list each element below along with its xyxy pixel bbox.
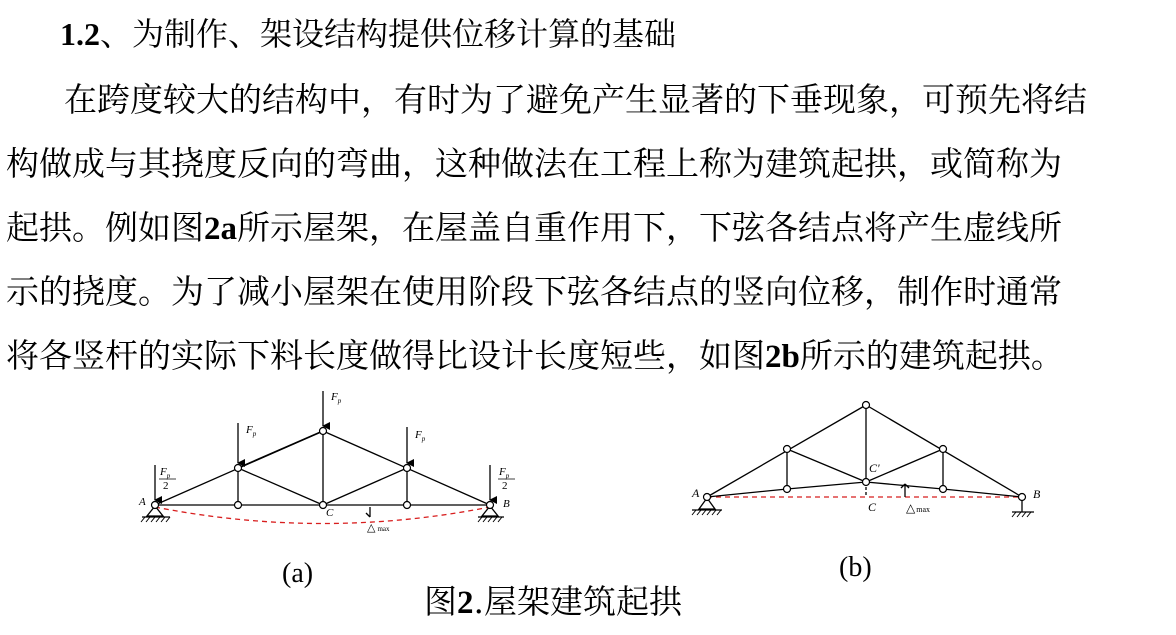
- line5-post: 所示的建筑起拱。: [799, 336, 1064, 375]
- half-den-left: 2: [163, 480, 169, 492]
- paragraph-line-1: 在跨度较大的结构中，有时为了避免产生显著的下垂现象，可预先将结: [64, 80, 1087, 119]
- figure-a-label: (a): [282, 558, 314, 589]
- delta-max-a: △ max: [367, 522, 390, 534]
- section-number: 1.2: [60, 16, 100, 52]
- figure-ref-2b: 2b: [765, 339, 800, 375]
- node-b-label-b: B: [1033, 487, 1041, 501]
- paragraph-line-4: 示的挠度。为了减小屋架在使用阶段下弦各结点的竖向位移，制作时通常: [6, 272, 1062, 311]
- load-label-3: $F_p$: [415, 429, 426, 443]
- line3-post: 所示屋架，在屋盖自重作用下，下弦各结点将产生虚线所: [237, 208, 1062, 247]
- figure-b-label: (b): [839, 552, 872, 583]
- line3-pre: 起拱。例如图: [6, 208, 204, 247]
- truss-figures: [0, 385, 1176, 575]
- delta-max-b: △max: [906, 501, 931, 515]
- diagonal-a-2: [323, 468, 407, 505]
- load-label-2: $F_p$: [331, 391, 342, 405]
- paragraph-line-3: [6, 196, 1172, 260]
- section-title: 、为制作、架设结构提供位移计算的基础: [100, 15, 677, 53]
- figure-ref-2a: 2a: [204, 211, 237, 247]
- diagonal-a-1: [238, 468, 323, 505]
- caption-number: 2: [457, 585, 474, 621]
- node-b-label: B: [503, 498, 510, 510]
- half-load-right: $F_p$: [499, 466, 510, 480]
- caption-prefix: 图: [424, 582, 457, 621]
- figure-caption: [424, 576, 682, 623]
- paragraph-line-2: 构做成与其挠度反向的弯曲，这种做法在工程上称为建筑起拱，或简称为: [6, 144, 1062, 183]
- line5-pre: 将各竖杆的实际下料长度做得比设计长度短些，如图: [6, 336, 765, 375]
- paragraph-line-5: [6, 324, 1172, 388]
- node-c-label: C: [326, 507, 334, 519]
- section-heading: [60, 10, 676, 58]
- node-c-label-b: C: [868, 500, 877, 514]
- body-paragraph: [6, 68, 1172, 388]
- node-a-label-b: A: [692, 486, 700, 500]
- diagonal-b-1: [787, 449, 866, 482]
- node-c-prime-label: C': [869, 461, 880, 475]
- caption-text: .屋架建筑起拱: [473, 582, 682, 621]
- load-label-1: $F_p$: [246, 424, 257, 438]
- deflection-curve-a: [155, 507, 490, 524]
- node-a-label: A: [139, 496, 146, 508]
- half-load-left: $F_p$: [160, 466, 171, 480]
- truss-b: [692, 405, 1034, 517]
- half-den-right: 2: [502, 480, 508, 492]
